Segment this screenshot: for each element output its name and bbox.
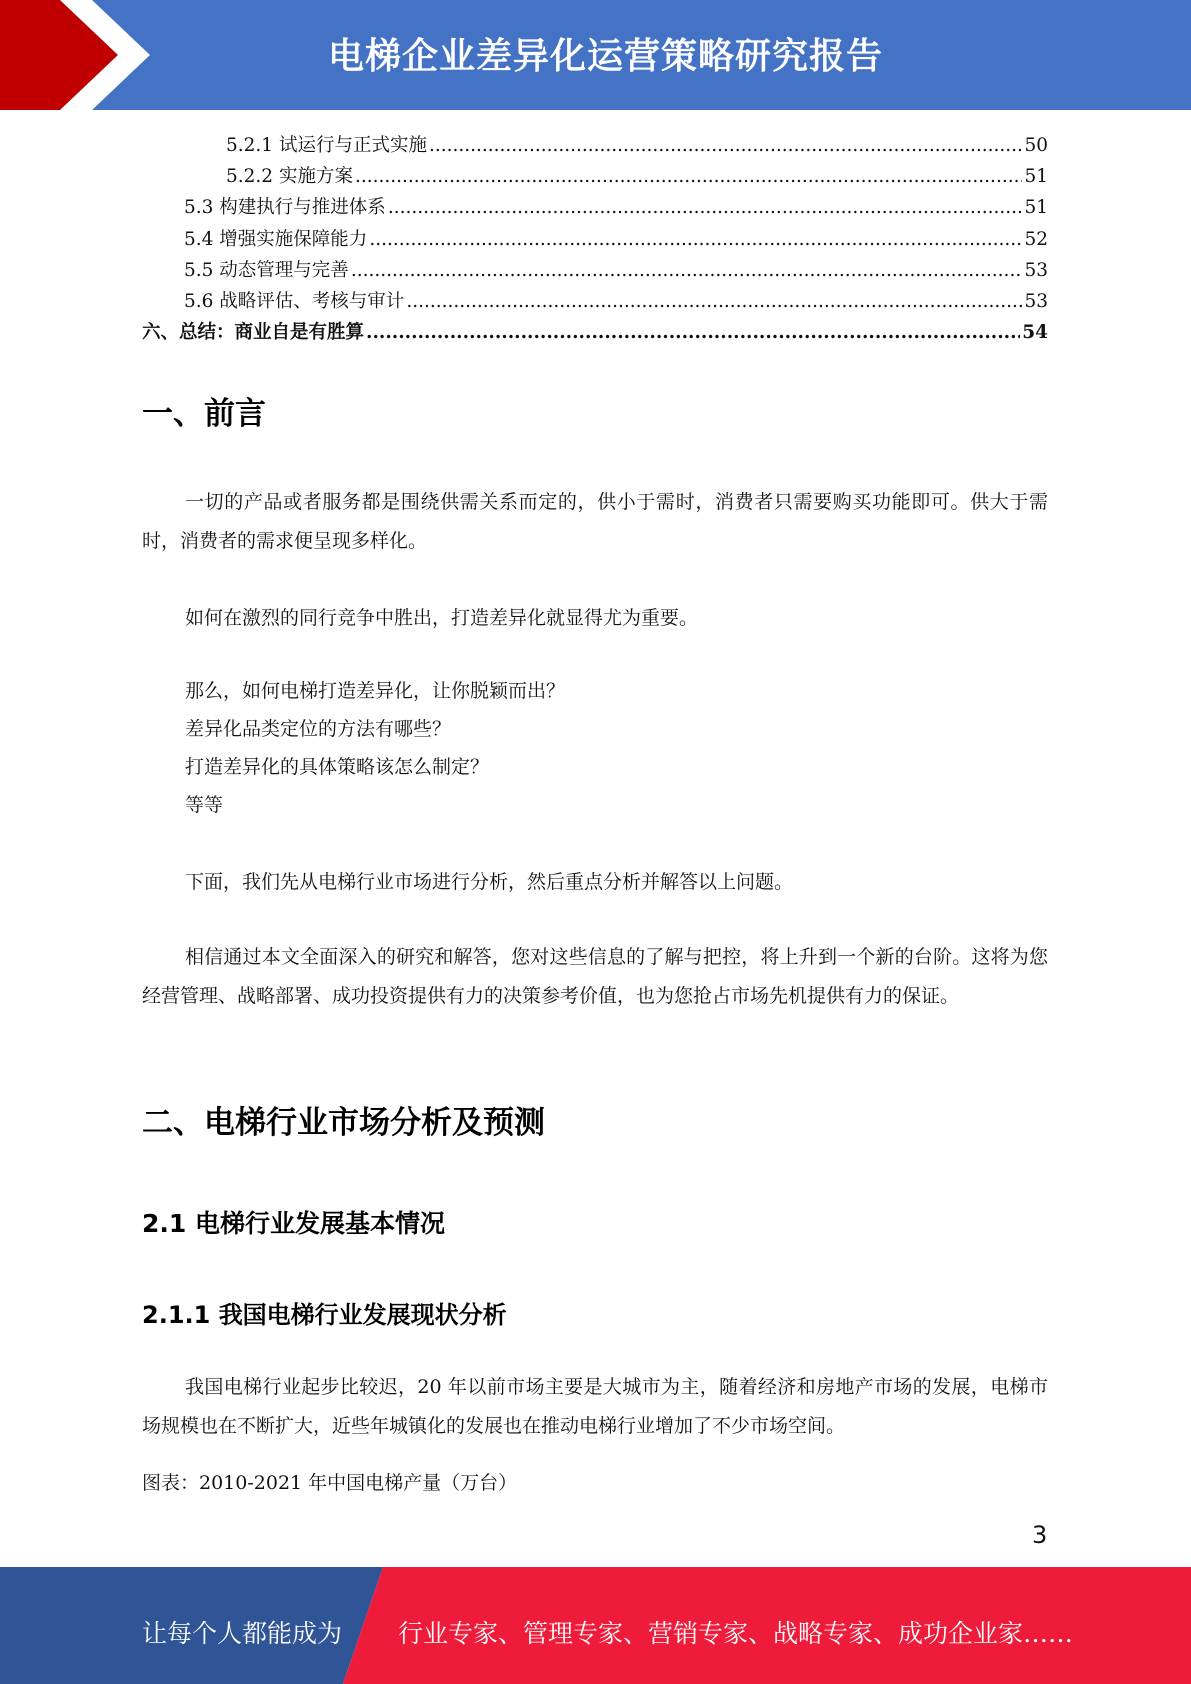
section-heading-market-analysis: 二、电梯行业市场分析及预测 — [142, 1105, 545, 1141]
toc-entry-page: 53 — [1024, 290, 1048, 312]
question-line: 差异化品类定位的方法有哪些？ — [185, 718, 452, 740]
footer-band — [0, 1567, 1191, 1684]
toc-entry[interactable] — [142, 287, 1048, 318]
toc-entry[interactable] — [142, 225, 1048, 256]
toc-entry[interactable] — [142, 193, 1048, 224]
toc-leader-dots — [355, 166, 1023, 187]
toc-entry[interactable] — [142, 256, 1048, 287]
toc-leader-dots — [369, 229, 1022, 250]
toc-leader-dots — [406, 291, 1022, 312]
toc-entry[interactable] — [142, 131, 1048, 162]
toc-entry-label: 5.2.2 实施方案 — [226, 166, 353, 188]
toc-entry-label: 5.4 增强实施保障能力 — [184, 228, 368, 250]
toc-entry-page: 51 — [1024, 197, 1048, 219]
toc-leader-dots — [351, 260, 1023, 281]
toc-entry[interactable] — [142, 318, 1048, 349]
toc-leader-dots — [429, 135, 1022, 156]
toc-entry-label: 5.6 战略评估、考核与审计 — [184, 290, 405, 312]
question-line: 那么，如何电梯打造差异化，让你脱颖而出？ — [185, 680, 566, 702]
paragraph: 相信通过本文全面深入的研究和解答，您对这些信息的了解与把控，将上升到一个新的台阶。这将为您经营管理、战略部署、成功投资提供有力的决策参考价值，也为您抢占市场先机提供有力的保证。 — [142, 946, 1048, 1007]
subsection-heading: 2.1 电梯行业发展基本情况 — [142, 1209, 445, 1238]
question-line: 等等 — [185, 794, 224, 816]
footer-slogan-right: 行业专家、管理专家、营销专家、战略专家、成功企业家…… — [398, 1619, 1074, 1648]
header-band — [0, 0, 1191, 110]
paragraph: 下面，我们先从电梯行业市场进行分析，然后重点分析并解答以上问题。 — [185, 871, 794, 893]
document-title: 电梯企业差异化运营策略研究报告 — [327, 36, 883, 77]
toc-leader-dots — [366, 322, 1020, 343]
question-line: 打造差异化的具体策略该怎么制定？ — [185, 756, 490, 778]
toc-entry-label: 5.5 动态管理与完善 — [184, 259, 349, 281]
toc-entry-page: 50 — [1024, 135, 1048, 156]
table-of-contents — [142, 131, 1048, 349]
paragraph: 如何在激烈的同行竞争中胜出，打造差异化就显得尤为重要。 — [185, 607, 699, 629]
toc-entry[interactable] — [142, 162, 1048, 193]
figure-caption: 图表：2010-2021 年中国电梯产量（万台） — [142, 1472, 518, 1494]
toc-entry-page: 54 — [1022, 322, 1048, 344]
subsubsection-heading: 2.1.1 我国电梯行业发展现状分析 — [142, 1301, 507, 1329]
toc-entry-label: 5.2.1 试运行与正式实施 — [226, 135, 427, 156]
section-heading-preface: 一、前言 — [142, 396, 266, 432]
toc-entry-label: 六、总结：商业自是有胜算 — [142, 322, 365, 344]
footer-slogan-left: 让每个人都能成为 — [142, 1619, 343, 1648]
toc-entry-label: 5.3 构建执行与推进体系 — [184, 197, 386, 219]
paragraph: 我国电梯行业起步比较迟，20 年以前市场主要是大城市为主，随着经济和房地产市场的发展，电梯市场规模也在不断扩大，近些年城镇化的发展也在推动电梯行业增加了不少市场空间。 — [142, 1376, 1048, 1437]
page-number: 3 — [1032, 1521, 1048, 1549]
toc-entry-page: 53 — [1024, 259, 1048, 281]
paragraph: 一切的产品或者服务都是围绕供需关系而定的，供小于需时，消费者只需要购买功能即可。供大于需时，消费者的需求便呈现多样化。 — [142, 491, 1048, 552]
toc-leader-dots — [388, 197, 1023, 218]
toc-entry-page: 51 — [1024, 166, 1048, 188]
toc-entry-page: 52 — [1024, 228, 1048, 250]
